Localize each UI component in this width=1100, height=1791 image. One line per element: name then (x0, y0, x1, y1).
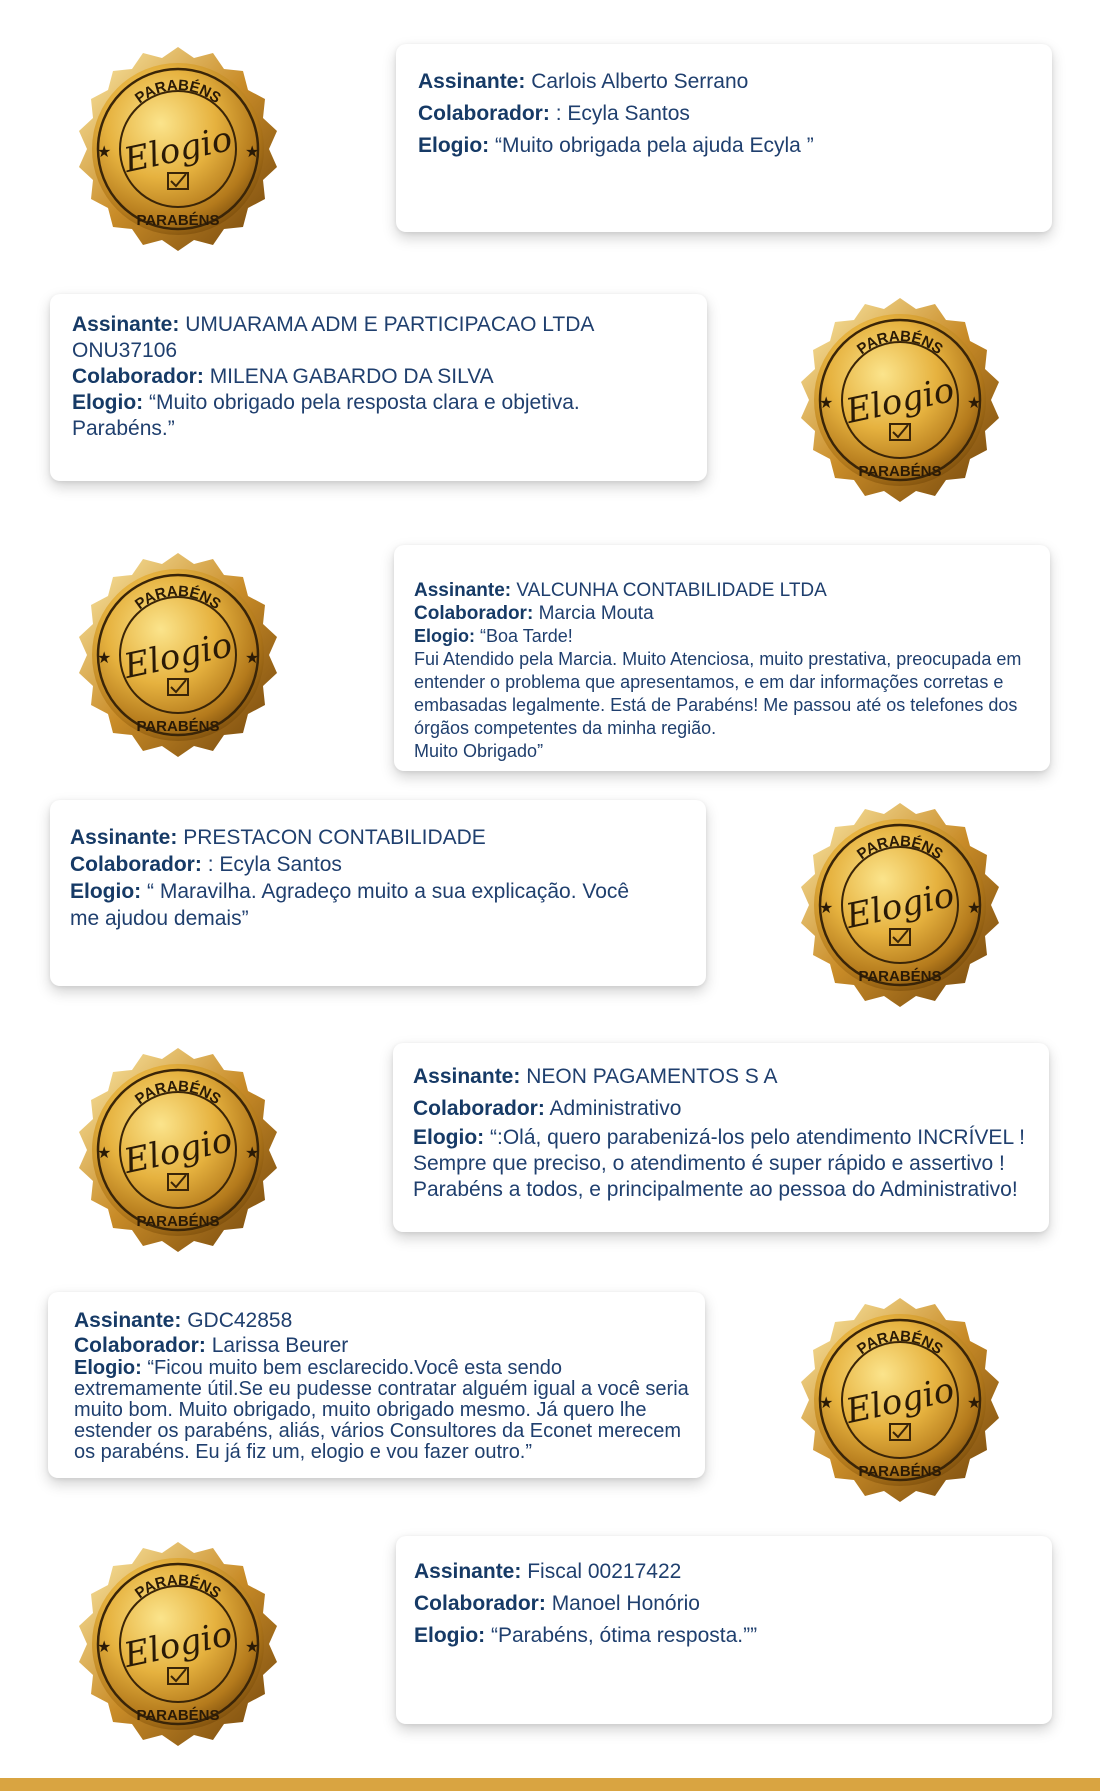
elogio-closing: Muito Obrigado” (414, 741, 544, 761)
elogio-label: Elogio: (414, 1624, 486, 1647)
assinante-label: Assinante: (418, 70, 526, 93)
testimonial-card (396, 1536, 1052, 1724)
svg-text:★: ★ (967, 395, 982, 412)
badge-top-text: PARABÉNS (131, 76, 224, 107)
elogio-value: “Muito obrigada pela ajuda Ecyla ” (495, 134, 814, 157)
badge-top-text: PARABÉNS (853, 1327, 946, 1358)
elogio-badge (795, 296, 1005, 506)
svg-text:★: ★ (967, 900, 982, 917)
elogio-value: “Ficou muito bem esclarecido.Você esta sendo extremamente útil.Se eu pudesse contratar alguém igual a você seria muito bom. Muito obrigado, muito obrigado mesmo. Já quero lhe estender os parabéns, aliás, vários Consultores da Econet merecem os parabéns. Eu já fiz um, elogio e vou fazer outro.” (74, 1357, 689, 1463)
svg-text:★: ★ (245, 144, 260, 161)
elogio-value: “Boa Tarde! (480, 626, 573, 646)
badge-top-text: PARABÉNS (131, 1571, 224, 1602)
elogio-label: Elogio: (413, 1126, 485, 1149)
assinante-value: NEON PAGAMENTOS S A (526, 1065, 778, 1088)
badge-script-text: Elogio (842, 370, 958, 432)
badge-script-text: Elogio (842, 875, 958, 937)
assinante-label: Assinante: (72, 313, 180, 336)
badge-script-text: Elogio (120, 625, 236, 687)
svg-text:★: ★ (819, 1395, 834, 1412)
elogio-badge (73, 551, 283, 761)
colaborador-value: MILENA GABARDO DA SILVA (209, 365, 494, 388)
assinante-label: Assinante: (414, 1560, 522, 1583)
badge-top-text: PARABÉNS (853, 327, 946, 358)
badge-bottom-text: PARABÉNS (136, 212, 220, 229)
colaborador-label: Colaborador: (74, 1334, 206, 1357)
colaborador-value: Marcia Mouta (538, 603, 654, 624)
colaborador-value: : Ecyla Santos (207, 853, 342, 876)
elogio-badge (73, 1540, 283, 1750)
badge-top-text: PARABÉNS (853, 832, 946, 863)
testimonial-card (393, 1043, 1049, 1232)
elogio-badge (73, 1046, 283, 1256)
svg-text:★: ★ (967, 1395, 982, 1412)
assinante-label: Assinante: (74, 1309, 182, 1332)
assinante-value: UMUARAMA ADM E PARTICIPACAO LTDA ONU37106 (72, 313, 594, 362)
colaborador-value: Larissa Beurer (211, 1334, 349, 1357)
svg-text:★: ★ (245, 1639, 260, 1656)
badge-bottom-text: PARABÉNS (136, 1707, 220, 1724)
colaborador-label: Colaborador: (413, 1097, 545, 1120)
badge-bottom-text: PARABÉNS (136, 718, 220, 735)
elogio-value: “ Maravilha. Agradeço muito a sua explicação. Você me ajudou demais” (70, 880, 630, 930)
testimonial-card (394, 545, 1050, 771)
footer-accent-bar (0, 1778, 1100, 1791)
testimonial-card (50, 800, 706, 986)
elogio-badge (795, 801, 1005, 1011)
badge-script-text: Elogio (842, 1370, 958, 1432)
svg-text:★: ★ (245, 1145, 260, 1162)
elogio-label: Elogio: (414, 626, 475, 646)
elogio-label: Elogio: (70, 880, 142, 903)
svg-text:★: ★ (819, 395, 834, 412)
elogio-badge (73, 45, 283, 255)
testimonial-card (48, 1292, 705, 1478)
testimonial-card (396, 44, 1052, 232)
elogio-label: Elogio: (72, 391, 144, 414)
elogio-badge (795, 1296, 1005, 1506)
colaborador-value: Administrativo (549, 1097, 682, 1120)
colaborador-label: Colaborador: (414, 1592, 546, 1615)
colaborador-label: Colaborador: (72, 365, 204, 388)
elogio-label: Elogio: (418, 134, 490, 157)
badge-top-text: PARABÉNS (131, 582, 224, 613)
svg-text:★: ★ (97, 144, 112, 161)
svg-text:★: ★ (819, 900, 834, 917)
badge-script-text: Elogio (120, 119, 236, 181)
colaborador-label: Colaborador: (70, 853, 202, 876)
colaborador-value: Manoel Honório (551, 1592, 700, 1615)
badge-bottom-text: PARABÉNS (136, 1213, 220, 1230)
svg-text:★: ★ (97, 650, 112, 667)
assinante-value: VALCUNHA CONTABILIDADE LTDA (516, 580, 827, 601)
elogio-value: “Muito obrigado pela resposta clara e objetiva. Parabéns.” (72, 391, 580, 440)
badge-script-text: Elogio (120, 1120, 236, 1182)
assinante-value: Fiscal 00217422 (527, 1560, 682, 1583)
elogio-value: “:Olá, quero parabenizá-los pelo atendimento INCRÍVEL ! Sempre que preciso, o atendimento é super rápido e assertivo ! Parabéns a todos, e principalmente ao pessoa do Administrativo! (413, 1126, 1026, 1201)
assinante-value: Carlois Alberto Serrano (531, 70, 749, 93)
testimonial-card (50, 294, 707, 481)
assinante-label: Assinante: (70, 826, 178, 849)
colaborador-label: Colaborador: (418, 102, 550, 125)
elogio-value: “Parabéns, ótima resposta.”” (491, 1624, 758, 1647)
elogio-continuation: Fui Atendido pela Marcia. Muito Atenciosa, muito prestativa, preocupada em entender o problema que apresentamos, e em dar informações corretas e embasadas legalmente. Está de Parabéns! Me passou até os telefones dos órgãos competentes da minha região. (414, 649, 1022, 738)
badge-script-text: Elogio (120, 1614, 236, 1676)
colaborador-label: Colaborador: (414, 603, 534, 624)
assinante-value: PRESTACON CONTABILIDADE (183, 826, 486, 849)
badge-bottom-text: PARABÉNS (858, 1463, 942, 1480)
svg-text:★: ★ (97, 1639, 112, 1656)
badge-top-text: PARABÉNS (131, 1077, 224, 1108)
assinante-label: Assinante: (413, 1065, 521, 1088)
assinante-label: Assinante: (414, 580, 512, 601)
badge-bottom-text: PARABÉNS (858, 463, 942, 480)
badge-bottom-text: PARABÉNS (858, 968, 942, 985)
svg-text:★: ★ (97, 1145, 112, 1162)
colaborador-value: : Ecyla Santos (555, 102, 690, 125)
svg-text:★: ★ (245, 650, 260, 667)
assinante-value: GDC42858 (187, 1309, 293, 1332)
elogio-label: Elogio: (74, 1357, 142, 1379)
